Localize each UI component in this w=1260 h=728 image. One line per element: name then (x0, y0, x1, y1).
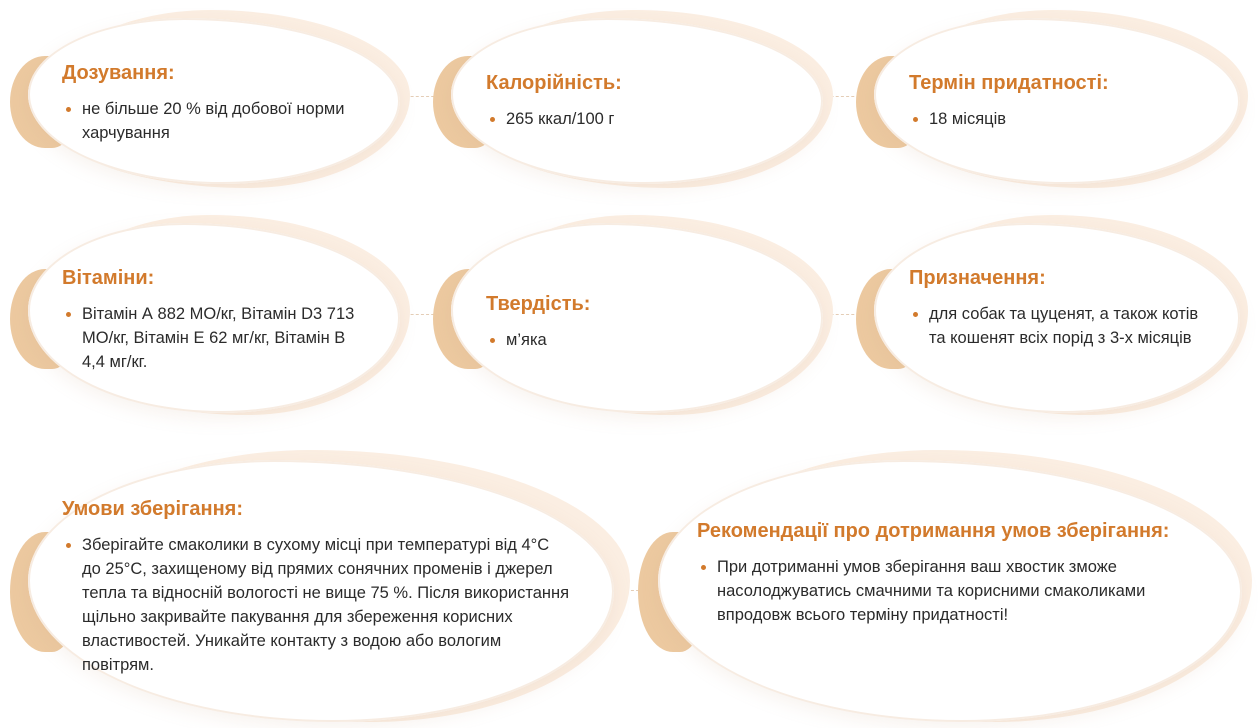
list-item-text: 18 місяців (929, 110, 1007, 128)
bullet-dot (913, 117, 918, 122)
list-item-text: 265 ккал/100 г (506, 110, 615, 128)
card-title: Вітаміни: (62, 267, 155, 289)
card-list (62, 302, 362, 374)
card-list (486, 107, 786, 131)
bullet-dot (66, 107, 71, 112)
list-item-text: м’яка (506, 331, 547, 349)
bullet-dot (701, 565, 706, 570)
bullet-dot (913, 312, 918, 317)
card-list (62, 97, 362, 145)
card-title: Умови зберігання: (62, 498, 243, 520)
card-title: Термін придатності: (909, 72, 1109, 94)
card-title: Призначення: (909, 267, 1046, 289)
card-list (909, 107, 1209, 131)
list-item-text: При дотриманні умов зберігання ваш хвостик зможе насолоджуватись смачними та корисними смаколиками впродовж всього терміну придатності! (717, 558, 1146, 624)
card-list (62, 533, 572, 677)
list-item-text: Зберігайте смаколики в сухому місці при температурі від 4°C до 25°C, захищеному від прямих сонячних променів і джерел тепла та відносній вологості не вище 75 %. Після використання щільно закривайте пакування для збереження корисних властивостей. Уникайте контакту з водою або вологим повітрям. (82, 536, 570, 674)
card-title: Твердість: (486, 293, 591, 315)
list-item-text: Вітамін А 882 МО/кг, Вітамін D3 713 МО/кг, Вітамін Е 62 мг/кг, Вітамін В 4,4 мг/кг. (82, 305, 355, 371)
card-calories (425, 0, 845, 195)
card-purpose (850, 205, 1260, 420)
list-item (486, 328, 786, 352)
card-storage (0, 440, 640, 728)
card-list (697, 555, 1197, 627)
list-item (62, 533, 572, 677)
list-item (62, 302, 362, 374)
card-title: Дозування: (62, 62, 175, 84)
bullet-dot (66, 312, 71, 317)
list-item (62, 97, 362, 145)
card-title: Рекомендації про дотримання умов зберігання: (697, 520, 1170, 542)
card-hardness (425, 205, 845, 420)
card-shelf-life (850, 0, 1260, 195)
list-item (909, 107, 1209, 131)
card-recommendations (628, 440, 1260, 728)
list-item (486, 107, 786, 131)
card-list (486, 328, 786, 352)
list-item-text: не більше 20 % від добової норми харчування (82, 100, 345, 142)
bullet-dot (490, 117, 495, 122)
card-title: Калорійність: (486, 72, 622, 94)
list-item (697, 555, 1197, 627)
list-item-text: для собак та цуценят, а також котів та кошенят всіх порід з 3-х місяців (929, 305, 1199, 347)
card-dosage (0, 0, 420, 195)
bullet-dot (66, 543, 71, 548)
card-vitamins (0, 205, 420, 420)
card-list (909, 302, 1209, 350)
list-item (909, 302, 1209, 350)
bullet-dot (490, 338, 495, 343)
